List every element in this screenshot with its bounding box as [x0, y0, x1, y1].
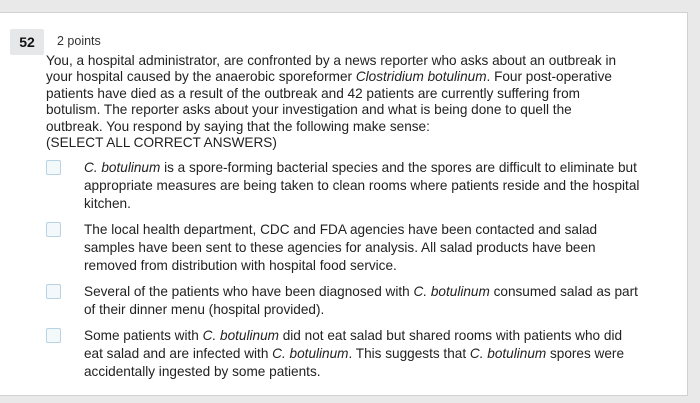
answer-text-segment: spores were accidentally ingested by some patients.: [84, 346, 625, 379]
answer-checkbox[interactable]: [46, 222, 61, 237]
answer-text-segment: The local health department, CDC and FDA agencies have been contacted and salad samples have been sent to these agencies for analysis. All salad products have been removed from distribution with hospital food service.: [84, 222, 598, 273]
answer-checkbox[interactable]: [46, 160, 61, 175]
answer-text-segment: Several of the patients who have been diagnosed with: [84, 284, 414, 299]
answer-text[interactable]: [84, 283, 644, 319]
answer-text-segment: Some patients with: [84, 328, 203, 343]
stem-part-2: . Four post-operative patients have died as a result of the outbreak and 42 patients are currently suffering from botulism. The reporter asks about your investigation and what is being done to quell the outbreak. You respond by saying that the following make sense:: [46, 69, 612, 134]
answer-text[interactable]: [84, 221, 644, 275]
answer-text-segment: C. botulinum: [202, 328, 279, 343]
question-stem: [46, 53, 626, 151]
question-number: 52: [10, 29, 44, 55]
answer-text[interactable]: [84, 159, 644, 213]
answer-checkbox[interactable]: [46, 284, 61, 299]
answer-text-segment: C. botulinum: [413, 284, 490, 299]
answer-text-segment: is a spore-forming bacterial species and the spores are difficult to eliminate but appropriate measures are being taken to clean rooms where patients reside and the hospital kitchen.: [84, 160, 640, 211]
answer-text-segment: consumed salad as part of their dinner menu (hospital provided).: [84, 284, 638, 317]
answer-text-segment: C. botulinum: [469, 346, 547, 361]
answer-checkbox[interactable]: [46, 328, 61, 343]
answer-text-segment: C. botulinum: [84, 160, 161, 175]
stem-organism: Clostridium botulinum: [355, 69, 487, 85]
answer-text-segment: did not eat salad but shared rooms with patients who did eat salad and are infected with: [84, 328, 623, 361]
question-card: [0, 12, 688, 396]
answer-text-segment: C. botulinum: [272, 346, 349, 361]
answer-text[interactable]: [84, 327, 644, 381]
question-instruction: (SELECT ALL CORRECT ANSWERS): [46, 135, 277, 151]
stem-part-1: You, a hospital administrator, are confronted by a news reporter who asks about an outbreak in your hospital caused by the anaerobic sporeformer: [46, 53, 617, 85]
answer-text-segment: . This suggests that: [348, 346, 470, 361]
question-points: 2 points: [57, 34, 101, 48]
question-text: [46, 53, 626, 135]
